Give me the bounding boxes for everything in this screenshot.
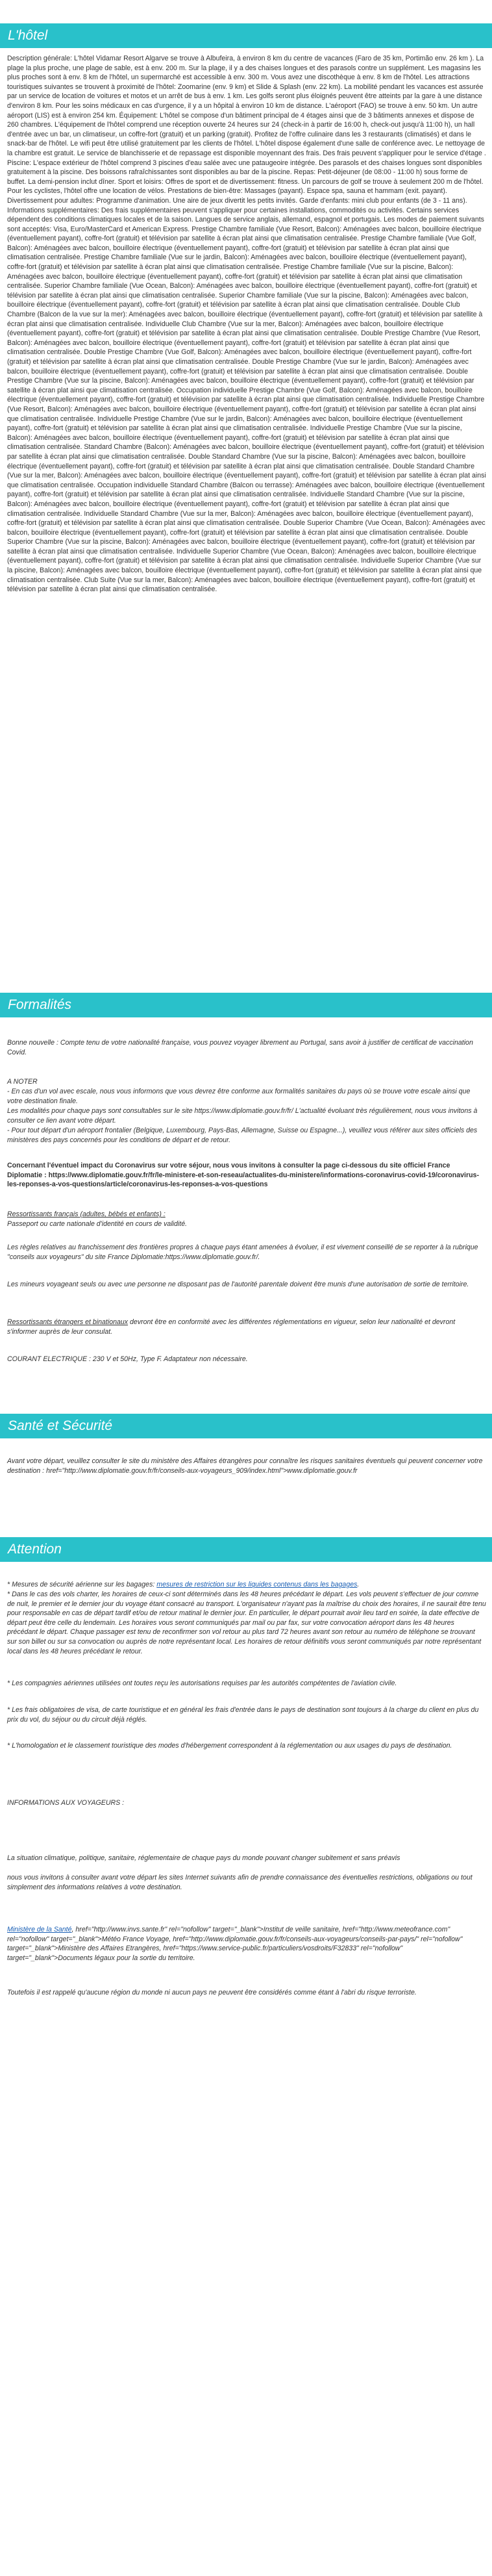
sante-text: Avant votre départ, veuillez consulter le site du ministère des Affaires étrangères pour connaître les risques sanitaires éventuels qui peuvent concerner votre destination : href="http://www.diplomatie.gouv.fr/fr/conseils-aux-voyageurs_909/index.html">www.diplomatie.gouv.fr: [7, 1457, 483, 1475]
attention-p4: * Les frais obligatoires de visa, de carte touristique et en général les frais d'entrée dans le pays de destination sont toujours à la charge du client en plus du prix du vol, du séjour ou du circuit déjà réglés.: [7, 1706, 479, 1724]
hotel-description: Description générale: L'hôtel Vidamar Resort Algarve se trouve à Albufeira, à environ 8 km du centre de vacances (Faro de 35 km, Portimão env. 26 km ). La plage la plus proche, une plage de sable, est à env. 200 m. Sur la plage, il y a des chaises longues et des parasols contre un supplément. Les magasins les plus proches sont à env. 8 km de l'hôtel, un supermarché est accessible à env. 300 m. Vous avez une discothèque à env. 8 km de l'hôtel. Les attractions touristiques suivantes se trouvent à proximité de l'hôtel: Zoomarine (env. 9 km) et Slide & Splash (env. 22 km). La mobilité pendant les vacances est assurée par un service de location de voitures et motos et un arrêt de bus à env. 1 km. Les golfs seront plus éloignés peuvent être atteints par la gare à une distance d'environ 8 km. Pour les soins médicaux en cas d'urgence, il y a un hôpital à environ 10 km de distance. L'aéroport (FAO) se trouve à env. 50 km. Un autre aéroport (LIS) est à environ 254 km. Équipement: L'hôtel se compose d'un bâtiment principal de 4 étages ainsi que de 3 bâtiments annexes et dispose de 260 chambres. L'équipement de l'hôtel comprend une réception ouverte 24 heures sur 24 (check-in à partir de 16:00 h, check-out jusqu'à 11:00 h), un hall d'entrée avec un bar, un climatiseur, un coffre-fort (gratuit) et un parking (gratuit). Profitez de l'offre culinaire dans les 3 restaurants (climatisés) et dans le snack-bar de l'hôtel. Le wifi peut être utilisé gratuitement par les clients de l'hôtel. L'hôtel dispose également d'une salle de conférence avec. Le nettoyage de la chambre est gratuit. Le service de blanchisserie et de repassage est disponible moyennant des frais. Des frais peuvent s'appliquer pour le service d'étage . Piscine: L'espace extérieur de l'hôtel comprend 3 piscines d'eau salée avec une pataugeoire intégrée. Des parasols et des chaises longues sont disponibles gratuitement à la piscine. Des boissons rafraîchissantes sont disponibles au bar de la piscine. Repas: Petit-déjeuner (de 08:00 - 11:00 h) sous forme de buffet. La demi-pension inclut dîner. Sport et loisirs: Offres de sport et de divertissement: fitness. Un parcours de golf se trouve à seulement 200 m de l'hôtel. Pour les cyclistes, l'hôtel offre une location de vélos. Prestations de bien-être: Massages (payant). Espace spa, sauna et hammam (exit. payant). Divertissement pour adultes: Programme d'animation. Une aire de jeux divertit les petits invités. Garde d'enfants: mini club pour enfants (de 3 - 11 ans). Informations supplémentaires: Des frais supplémentaires peuvent s'appliquer pour certaines installations, commodités ou activités. Certains services dépendent des conditions climatiques locales et de la saison. Langues de service anglais, allemand, espagnol et portugais. Les modes de paiement suivants sont acceptés: Visa, Euro/MasterCard et American Express. Prestige Chambre familiale (Vue Resort, Balcon): Aménagées avec balcon, bouilloire électrique (éventuellement payant), coffre-fort (gratuit) et télévision par satellite à écran plat ainsi que climatisation centralisée. Prestige Chambre familiale (Vue Golf, Balcon): Aménagées avec balcon, bouilloire électrique (éventuellement payant), coffre-fort (gratuit) et télévision par satellite à écran plat ainsi que climatisation centralisée. Prestige Chambre familiale (Vue sur le jardin, Balcon): Aménagées avec balcon, bouilloire électrique (éventuellement payant), coffre-fort (gratuit) et télévision par satellite à écran plat ainsi que climatisation centralisée. Prestige Chambre familiale (Vue sur la piscine, Balcon): Aménagées avec balcon, bouilloire électrique (éventuellement payant), coffre-fort (gratuit) et télévision par satellite à écran plat ainsi que climatisation centralisée. Superior Chambre familiale (Vue Ocean, Balcon): Aménagées avec balcon, bouilloire électrique (éventuellement payant), coffre-fort (gratuit) et télévision par satellite à écran plat ainsi que climatisation centralisée. Superior Chambre familiale (Vue sur la piscine, Balcon): Aménagées avec balcon, bouilloire électrique (éventuellement payant), coffre-fort (gratuit) et télévision par satellite à écran plat ainsi que climatisation centralisée. Double Club Chambre (Balcon de la vue sur la mer): Aménagées avec balcon, bouilloire électrique (éventuellement payant), coffre-fort (gratuit) et télévision par satellite à écran plat ainsi que climatisation centralisée. Individuelle Club Chambre (Vue sur la mer, Balcon): Aménagées avec balcon, bouilloire électrique (éventuellement payant), coffre-fort (gratuit) et télévision par satellite à écran plat ainsi que climatisation centralisée. Double Prestige Chambre (Vue Resort, Balcon): Aménagées avec balcon, bouilloire électrique (éventuellement payant), coffre-fort (gratuit) et télévision par satellite à écran plat ainsi que climatisation centralisée. Double Prestige Chambre (Vue Golf, Balcon): Aménagées avec balcon, bouilloire électrique (éventuellement payant), coffre-fort (gratuit) et télévision par satellite à écran plat ainsi que climatisation centralisée. Double Prestige Chambre (Vue sur le jardin, Balcon): Aménagées avec balcon, bouilloire électrique (éventuellement payant), coffre-fort (gratuit) et télévision par satellite à écran plat ainsi que climatisation centralisée. Double Prestige Chambre (Vue sur la piscine, Balcon): Aménagées avec balcon, bouilloire électrique (éventuellement payant), coffre-fort (gratuit) et télévision par satellite à écran plat ainsi que climatisation centralisée. Occupation individuelle Prestige Chambre (Vue Golf, Balcon): Aménagées avec balcon, bouilloire électrique (éventuellement payant), coffre-fort (gratuit) et télévision par satellite à écran plat ainsi que climatisation centralisée. Individuelle Prestige Chambre (Vue Resort, Balcon): Aménagées avec balcon, bouilloire électrique (éventuellement payant), coffre-fort (gratuit) et télévision par satellite à écran plat ainsi que climatisation centralisée. Individuelle Prestige Chambre (Vue sur le jardin, Balcon): Aménagées avec balcon, bouilloire électrique (éventuellement payant), coffre-fort (gratuit) et télévision par satellite à écran plat ainsi que climatisation centralisée. Individuelle Prestige Chambre (Vue sur la piscine, Balcon): Aménagées avec balcon, bouilloire électrique (éventuellement payant), coffre-fort (gratuit) et télévision par satellite à écran plat ainsi que climatisation centralisée. Standard Chambre (Balcon): Aménagées avec balcon, bouilloire électrique (éventuellement payant), coffre-fort (gratuit) et télévision par satellite à écran plat ainsi que climatisation centralisée. Double Standard Chambre (Vue sur la piscine, Balcon): Aménagées avec balcon, bouilloire électrique (éventuellement payant), coffre-fort (gratuit) et télévision par satellite à écran plat ainsi que climatisation centralisée. Double Standard Chambre (Vue sur la mer, Balcon): Aménagées avec balcon, bouilloire électrique (éventuellement payant), coffre-fort (gratuit) et télévision par satellite à écran plat ainsi que climatisation centralisée. Occupation individuelle Standard Chambre (Balcon ou terrasse): Aménagées avec balcon, bouilloire électrique (éventuellement payant), coffre-fort (gratuit) et télévision par satellite à écran plat ainsi que climatisation centralisée. Individuelle Standard Chambre (Vue sur la piscine, Balcon): Aménagées avec balcon, bouilloire électrique (éventuellement payant), coffre-fort (gratuit) et télévision par satellite à écran plat ainsi que climatisation centralisée. Individuelle Standard Chambre (Vue sur la mer, Balcon): Aménagées avec balcon, bouilloire électrique (éventuellement payant), coffre-fort (gratuit) et télévision par satellite à écran plat ainsi que climatisation centralisée. Double Superior Chambre (Vue Ocean, Balcon): Aménagées avec balcon, bouilloire électrique (éventuellement payant), coffre-fort (gratuit) et télévision par satellite à écran plat ainsi que climatisation centralisée. Double Superior Chambre (Vue sur la piscine, Balcon): Aménagées avec balcon, bouilloire électrique (éventuellement payant), coffre-fort (gratuit) et télévision par satellite à écran plat ainsi que climatisation centralisée. Individuelle Superior Chambre (Vue Ocean, Balcon): Aménagées avec balcon, bouilloire électrique (éventuellement payant), coffre-fort (gratuit) et télévision par satellite à écran plat ainsi que climatisation centralisée. Individuelle Superior Chambre (Vue sur la piscine, Balcon): Aménagées avec balcon, bouilloire électrique (éventuellement payant), coffre-fort (gratuit) et télévision par satellite à écran plat ainsi que climatisation centralisée. Club Suite (Vue sur la mer, Balcon): Aménagées avec balcon, bouilloire électrique (éventuellement payant), coffre-fort (gratuit) et télévision par satellite à écran plat ainsi que climatisation centralisée.: [7, 55, 486, 594]
formalites-current: COURANT ELECTRIQUE : 230 V et 50Hz, Type F. Adaptateur non nécessaire.: [7, 1355, 248, 1363]
attention-info-title: INFORMATIONS AUX VOYAGEURS :: [7, 1799, 125, 1807]
liquids-restriction-link[interactable]: mesures de restriction sur les liquides contenus dans les bagages: [156, 1581, 358, 1588]
section-header-attention: Attention: [0, 1537, 492, 1562]
formalites-foreign: [7, 1318, 486, 1336]
attention-links-text: , href="http://www.invs.sante.fr" rel="nofollow" target="_blank">Institut de veille sanitaire, href="http://www.meteofrance.com" rel="nofollow" target="_blank">Météo France Voyage, href="http://www.diplomatie.gouv.fr/fr/conseils-aux-voyageurs/conseils-par-pays/" rel="nofollow" target="_blank">Ministère des Affaires Etrangères, href="https://www.service-public.fr/particuliers/vosdroits/F32833" rel="nofollow" target="_blank">Documents légaux pour la sortie du territoire.: [7, 1926, 463, 1962]
formalites-note-1: - En cas d'un vol avec escale, nous vous informons que vous devrez être conforme aux formalités sanitaires du pays où se trouve votre escale ainsi que votre destination finale.: [7, 1088, 471, 1105]
attention-info-2: nous vous invitons à consulter avant votre départ les sites Internet suivants afin de prendre connaissance des éventuelles restrictions, obligations ou tout simplement des informations relatives à votre destination.: [7, 1874, 473, 1891]
formalites-minors-text: Les mineurs voyageant seuls ou avec une personne ne disposant pas de l'autorité parentale doivent être munis d'une autorisation de sortie de territoire.: [7, 1281, 469, 1288]
attention-p1: [7, 1580, 486, 1590]
formalites-foreign-title: Ressortissants étrangers et binationaux: [7, 1318, 129, 1326]
section-header-sante: Santé et Sécurité: [0, 1414, 492, 1438]
formalites-residents-title: Ressortissants français (adultes, bébés et enfants) :: [7, 1210, 166, 1218]
ministry-health-link[interactable]: Ministère de la Santé: [7, 1926, 72, 1933]
formalites-residents-text: Passeport ou carte nationale d'identité en cours de validité.: [7, 1220, 188, 1228]
attention-p2: * Dans le cas des vols charter, les horaires de ceux-ci sont déterminés dans les 48 heures précédant le départ. Les vols peuvent s'effectuer de jour comme de nuit, le premier et le dernier jour du voyage étant consacré au transport. L'organisateur n'ayant pas la maîtrise du choix des horaires, il ne saurait être tenu pour responsable en cas de départ tardif et/ou de retour matinal le dernier jour. En particulier, le départ pourrait avoir lieu tard en soirée, la date effective de départ peut être celle du lendemain. Les horaires vous seront communiqués par mail ou par fax, sur votre convocation aéroport dans les 48 heures précédant le départ. Chaque passager est tenu de reconfirmer son vol retour au plus tard 72 heures avant son retour au numéro de téléphone se trouvant sur son billet ou sur sa convocation ou auprès de notre représentant local. Les horaires de retour définitifs vous seront communiqués par notre représentant local dans les 48 heures précédant le retour.: [7, 1590, 486, 1655]
attention-info-1: La situation climatique, politique, sanitaire, réglementaire de chaque pays du monde pouvant changer subitement et sans préavis: [7, 1854, 400, 1862]
attention-links: [7, 1925, 486, 1963]
formalites-covid-info: Concernant l'éventuel impact du Coronavirus sur votre séjour, nous vous invitons à consulter la page ci-dessous du site officiel France Diplomatie : https://www.diplomatie.gouv.fr/fr/le-ministere-et-son-reseau/actualites-du-ministere/informations-coronavirus-covid-19/coronavirus-les-reponses-a-vos-questions/article/coronavirus-les-reponses-a-vos-questions: [7, 1162, 479, 1189]
formalites-note-title: A NOTER: [7, 1078, 38, 1086]
attention-p1-text: * Mesures de sécurité aérienne sur les bagages:: [7, 1581, 157, 1588]
attention-p1-end: .: [357, 1581, 360, 1588]
section-header-formalites: Formalités: [0, 993, 492, 1017]
formalites-note-2: Les modalités pour chaque pays sont consultables sur le site https://www.diplomatie.gouv.fr/fr/ L'actualité évoluant très régulièrement, nous vous invitons à consulter ce lien avant votre départ.: [7, 1107, 478, 1125]
attention-p3: * Les compagnies aériennes utilisées ont toutes reçu les autorisations requises par les autorités compétentes de l'aviation civile.: [7, 1679, 397, 1687]
attention-p5: * L'homologation et le classement touristique des modes d'hébergement correspondent à la réglementation ou aux usages du pays de destination.: [7, 1742, 452, 1750]
formalites-note-3: - Pour tout départ d'un aéroport frontalier (Belgique, Luxembourg, Pays-Bas, Allemagne, Suisse ou Espagne...), veuillez vous référer aux sites officiels des ministères des pays concernés pour les conditions de départ et de retour.: [7, 1127, 478, 1144]
formalites-foreign-text: devront être en conformité avec les différentes réglementations en vigueur, selon leur nationalité et devront s'informer auprès de leur consulat.: [7, 1318, 456, 1336]
section-header-hotel: L'hôtel: [0, 23, 492, 48]
attention-final: Toutefois il est rappelé qu'aucune région du monde ni aucun pays ne peuvent être considérés comme étant à l'abri du risque terroriste.: [7, 1989, 417, 1996]
formalites-intro: Bonne nouvelle : Compte tenu de votre nationalité française, vous pouvez voyager librement au Portugal, sans avoir à justifier de certificat de vaccination Covid.: [7, 1039, 473, 1056]
formalites-rules-text: Les règles relatives au franchissement des frontières propres à chaque pays étant amenées à évoluer, il est vivement conseillé de se reporter à la rubrique "conseils aux voyageurs" du site France Diplomatie:https://www.diplomatie.gouv.fr/.: [7, 1243, 478, 1261]
